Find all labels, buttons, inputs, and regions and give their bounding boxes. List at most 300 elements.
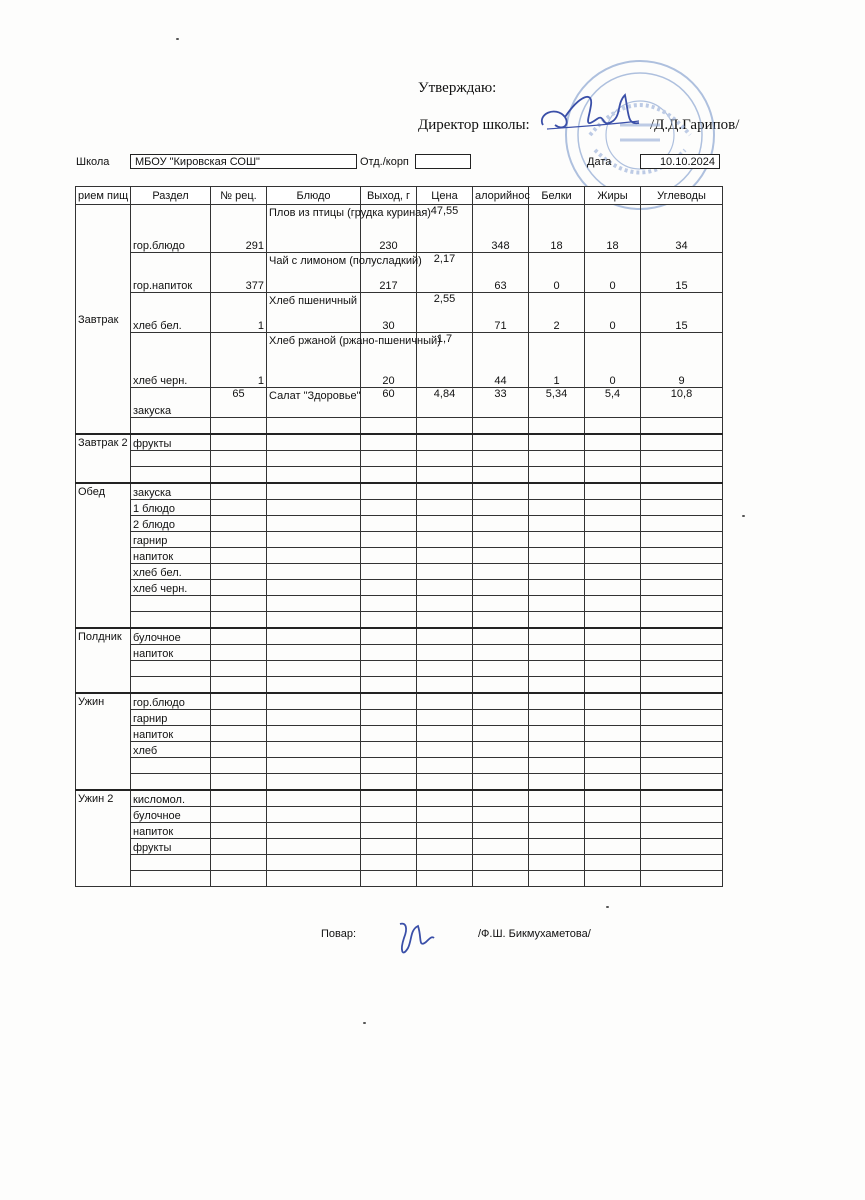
fat-cell: 0 <box>585 333 641 388</box>
empty-cell <box>529 645 585 661</box>
empty-cell <box>361 823 417 839</box>
meal-name: Полдник <box>76 628 131 693</box>
col-header-output: Выход, г <box>361 187 417 205</box>
empty-cell <box>211 500 267 516</box>
empty-cell <box>641 661 723 677</box>
price-cell: 2,55 <box>417 293 473 333</box>
col-header-fat: Жиры <box>585 187 641 205</box>
table-row <box>76 855 723 871</box>
empty-cell <box>585 774 641 791</box>
empty-cell <box>529 516 585 532</box>
empty-cell <box>361 774 417 791</box>
empty-cell <box>361 693 417 710</box>
empty-cell <box>361 645 417 661</box>
cook-signature <box>392 918 437 960</box>
empty-cell <box>361 677 417 694</box>
empty-cell <box>641 483 723 500</box>
empty-cell <box>641 710 723 726</box>
date-label: Дата <box>587 156 612 168</box>
empty-cell <box>473 839 529 855</box>
meal-name: Ужин 2 <box>76 790 131 887</box>
empty-cell <box>529 483 585 500</box>
section-cell: 1 блюдо <box>131 500 211 516</box>
empty-cell <box>267 580 361 596</box>
empty-cell <box>211 871 267 887</box>
empty-cell <box>417 823 473 839</box>
table-row <box>76 451 723 467</box>
empty-cell <box>641 823 723 839</box>
empty-cell <box>529 612 585 629</box>
empty-cell <box>641 548 723 564</box>
empty-cell <box>585 661 641 677</box>
empty-cell <box>529 661 585 677</box>
empty-cell <box>641 871 723 887</box>
recipe-cell: 1 <box>211 333 267 388</box>
empty-cell <box>361 726 417 742</box>
empty-cell <box>529 839 585 855</box>
empty-cell <box>641 693 723 710</box>
empty-cell <box>267 500 361 516</box>
dish-cell: Чай с лимоном (полусладкий) <box>267 253 361 293</box>
empty-cell <box>267 434 361 451</box>
empty-cell <box>211 839 267 855</box>
section-cell: гарнир <box>131 532 211 548</box>
empty-cell <box>529 628 585 645</box>
kcal-cell: 71 <box>473 293 529 333</box>
empty-cell <box>585 564 641 580</box>
empty-cell <box>641 612 723 629</box>
empty-cell <box>361 532 417 548</box>
empty-cell <box>473 628 529 645</box>
empty-cell <box>267 710 361 726</box>
empty-cell <box>267 548 361 564</box>
empty-cell <box>473 418 529 435</box>
empty-cell <box>211 710 267 726</box>
empty-cell <box>529 823 585 839</box>
empty-cell <box>585 871 641 887</box>
scan-speck <box>606 906 609 908</box>
table-row <box>76 839 723 855</box>
empty-cell <box>641 758 723 774</box>
empty-cell <box>473 742 529 758</box>
empty-cell <box>211 580 267 596</box>
empty-cell <box>641 516 723 532</box>
empty-cell <box>267 693 361 710</box>
empty-cell <box>267 871 361 887</box>
section-cell <box>131 774 211 791</box>
table-row <box>76 205 723 253</box>
empty-cell <box>585 710 641 726</box>
empty-cell <box>361 710 417 726</box>
empty-cell <box>473 516 529 532</box>
empty-cell <box>417 790 473 807</box>
meal-name: Ужин <box>76 693 131 790</box>
empty-cell <box>417 871 473 887</box>
empty-cell <box>267 628 361 645</box>
empty-cell <box>211 774 267 791</box>
empty-cell <box>641 726 723 742</box>
fat-cell: 5,4 <box>585 388 641 418</box>
kcal-cell: 63 <box>473 253 529 293</box>
empty-cell <box>267 758 361 774</box>
table-row <box>76 418 723 435</box>
kcal-cell: 44 <box>473 333 529 388</box>
empty-cell <box>417 580 473 596</box>
empty-cell <box>641 855 723 871</box>
empty-cell <box>417 467 473 484</box>
empty-cell <box>585 839 641 855</box>
empty-cell <box>529 580 585 596</box>
table-row <box>76 500 723 516</box>
fat-cell: 18 <box>585 205 641 253</box>
empty-cell <box>361 451 417 467</box>
empty-cell <box>361 580 417 596</box>
empty-cell <box>473 564 529 580</box>
table-row <box>76 726 723 742</box>
empty-cell <box>211 726 267 742</box>
empty-cell <box>585 532 641 548</box>
empty-cell <box>641 790 723 807</box>
section-cell: хлеб черн. <box>131 333 211 388</box>
empty-cell <box>211 596 267 612</box>
protein-cell: 1 <box>529 333 585 388</box>
section-cell: фрукты <box>131 434 211 451</box>
empty-cell <box>529 677 585 694</box>
kcal-cell: 33 <box>473 388 529 418</box>
empty-cell <box>267 823 361 839</box>
protein-cell: 5,34 <box>529 388 585 418</box>
empty-cell <box>211 516 267 532</box>
section-cell: булочное <box>131 807 211 823</box>
empty-cell <box>473 807 529 823</box>
empty-cell <box>529 451 585 467</box>
carbs-cell: 9 <box>641 333 723 388</box>
kcal-cell: 348 <box>473 205 529 253</box>
output-cell: 60 <box>361 388 417 418</box>
carbs-cell: 15 <box>641 293 723 333</box>
dept-value <box>415 154 471 169</box>
empty-cell <box>267 807 361 823</box>
empty-cell <box>417 500 473 516</box>
empty-cell <box>211 790 267 807</box>
empty-cell <box>361 839 417 855</box>
section-cell: закуска <box>131 483 211 500</box>
empty-cell <box>529 742 585 758</box>
empty-cell <box>473 596 529 612</box>
empty-cell <box>211 661 267 677</box>
table-row <box>76 467 723 484</box>
section-cell: хлеб <box>131 742 211 758</box>
price-cell: 47,55 <box>417 205 473 253</box>
section-cell: гор.блюдо <box>131 693 211 710</box>
empty-cell <box>417 418 473 435</box>
empty-cell <box>417 516 473 532</box>
section-cell <box>131 855 211 871</box>
empty-cell <box>473 710 529 726</box>
carbs-cell: 10,8 <box>641 388 723 418</box>
section-cell <box>131 677 211 694</box>
empty-cell <box>529 807 585 823</box>
empty-cell <box>361 516 417 532</box>
empty-cell <box>267 483 361 500</box>
empty-cell <box>267 645 361 661</box>
empty-cell <box>585 645 641 661</box>
empty-cell <box>267 661 361 677</box>
empty-cell <box>361 596 417 612</box>
output-cell: 30 <box>361 293 417 333</box>
empty-cell <box>529 710 585 726</box>
empty-cell <box>529 548 585 564</box>
meal-name: Завтрак 2 <box>76 434 131 483</box>
section-cell: закуска <box>131 388 211 418</box>
empty-cell <box>585 790 641 807</box>
table-row <box>76 774 723 791</box>
empty-cell <box>473 500 529 516</box>
empty-cell <box>585 677 641 694</box>
section-cell <box>131 871 211 887</box>
empty-cell <box>641 564 723 580</box>
output-cell: 217 <box>361 253 417 293</box>
empty-cell <box>211 742 267 758</box>
empty-cell <box>585 451 641 467</box>
section-cell <box>131 467 211 484</box>
empty-cell <box>585 500 641 516</box>
empty-cell <box>361 661 417 677</box>
empty-cell <box>267 839 361 855</box>
table-row <box>76 710 723 726</box>
empty-cell <box>361 758 417 774</box>
empty-cell <box>211 548 267 564</box>
output-cell: 230 <box>361 205 417 253</box>
table-row <box>76 253 723 293</box>
empty-cell <box>267 532 361 548</box>
empty-cell <box>529 467 585 484</box>
section-cell: гор.напиток <box>131 253 211 293</box>
table-row <box>76 693 723 710</box>
director-label: Директор школы: <box>418 117 530 133</box>
empty-cell <box>211 693 267 710</box>
empty-cell <box>211 823 267 839</box>
section-cell: напиток <box>131 726 211 742</box>
empty-cell <box>641 742 723 758</box>
table-row <box>76 483 723 500</box>
empty-cell <box>417 612 473 629</box>
empty-cell <box>211 532 267 548</box>
carbs-cell: 15 <box>641 253 723 293</box>
empty-cell <box>417 596 473 612</box>
section-cell <box>131 661 211 677</box>
empty-cell <box>417 661 473 677</box>
empty-cell <box>417 774 473 791</box>
table-row <box>76 742 723 758</box>
empty-cell <box>417 434 473 451</box>
empty-cell <box>529 790 585 807</box>
empty-cell <box>585 855 641 871</box>
section-cell: хлеб бел. <box>131 293 211 333</box>
empty-cell <box>211 612 267 629</box>
section-cell <box>131 596 211 612</box>
empty-cell <box>473 548 529 564</box>
recipe-cell: 377 <box>211 253 267 293</box>
empty-cell <box>417 677 473 694</box>
empty-cell <box>361 628 417 645</box>
empty-cell <box>473 758 529 774</box>
empty-cell <box>473 434 529 451</box>
empty-cell <box>529 871 585 887</box>
empty-cell <box>641 628 723 645</box>
carbs-cell: 34 <box>641 205 723 253</box>
empty-cell <box>267 418 361 435</box>
col-header-carbs: Углеводы <box>641 187 723 205</box>
col-header-section: Раздел <box>131 187 211 205</box>
empty-cell <box>211 483 267 500</box>
section-cell: кисломол. <box>131 790 211 807</box>
empty-cell <box>417 807 473 823</box>
empty-cell <box>473 693 529 710</box>
table-row <box>76 293 723 333</box>
date-value: 10.10.2024 <box>640 154 720 169</box>
empty-cell <box>641 532 723 548</box>
empty-cell <box>417 483 473 500</box>
school-value: МБОУ "Кировская СОШ" <box>130 154 357 169</box>
empty-cell <box>211 855 267 871</box>
section-cell: хлеб черн. <box>131 580 211 596</box>
empty-cell <box>473 774 529 791</box>
empty-cell <box>361 418 417 435</box>
empty-cell <box>267 677 361 694</box>
dish-cell: Салат "Здоровье" <box>267 388 361 418</box>
empty-cell <box>417 451 473 467</box>
price-cell: 4,84 <box>417 388 473 418</box>
table-row <box>76 580 723 596</box>
empty-cell <box>529 758 585 774</box>
section-cell <box>131 451 211 467</box>
table-row <box>76 871 723 887</box>
empty-cell <box>361 855 417 871</box>
empty-cell <box>417 710 473 726</box>
meal-name: Обед <box>76 483 131 628</box>
section-cell: напиток <box>131 823 211 839</box>
empty-cell <box>529 855 585 871</box>
section-cell <box>131 612 211 629</box>
meal-name: Завтрак <box>76 205 131 435</box>
cook-label: Повар: <box>321 928 357 940</box>
dish-cell: Плов из птицы (грудка куриная) <box>267 205 361 253</box>
empty-cell <box>585 548 641 564</box>
empty-cell <box>267 742 361 758</box>
fat-cell: 0 <box>585 293 641 333</box>
empty-cell <box>267 790 361 807</box>
empty-cell <box>473 483 529 500</box>
empty-cell <box>641 774 723 791</box>
scan-speck <box>363 1022 366 1024</box>
empty-cell <box>529 693 585 710</box>
recipe-cell: 291 <box>211 205 267 253</box>
school-label: Школа <box>76 156 110 168</box>
empty-cell <box>417 855 473 871</box>
table-row <box>76 807 723 823</box>
empty-cell <box>585 580 641 596</box>
empty-cell <box>529 774 585 791</box>
empty-cell <box>417 839 473 855</box>
empty-cell <box>267 516 361 532</box>
table-row <box>76 628 723 645</box>
empty-cell <box>211 758 267 774</box>
empty-cell <box>473 451 529 467</box>
empty-cell <box>211 645 267 661</box>
empty-cell <box>641 418 723 435</box>
empty-cell <box>473 532 529 548</box>
empty-cell <box>361 790 417 807</box>
empty-cell <box>361 612 417 629</box>
director-name: /Д.Д.Гарипов/ <box>650 117 740 133</box>
empty-cell <box>473 790 529 807</box>
section-cell: гарнир <box>131 710 211 726</box>
empty-cell <box>641 596 723 612</box>
table-row <box>76 564 723 580</box>
empty-cell <box>529 500 585 516</box>
empty-cell <box>473 467 529 484</box>
empty-cell <box>473 612 529 629</box>
empty-cell <box>211 467 267 484</box>
dish-cell: Хлеб ржаной (ржано-пшеничный) <box>267 333 361 388</box>
empty-cell <box>473 726 529 742</box>
empty-cell <box>585 742 641 758</box>
empty-cell <box>585 418 641 435</box>
empty-cell <box>417 645 473 661</box>
section-cell: хлеб бел. <box>131 564 211 580</box>
empty-cell <box>361 742 417 758</box>
recipe-cell: 65 <box>211 388 267 418</box>
empty-cell <box>473 661 529 677</box>
empty-cell <box>529 434 585 451</box>
scan-speck <box>176 38 179 40</box>
empty-cell <box>641 467 723 484</box>
empty-cell <box>473 677 529 694</box>
empty-cell <box>211 807 267 823</box>
empty-cell <box>585 823 641 839</box>
dept-label: Отд./корп <box>360 156 409 168</box>
empty-cell <box>361 500 417 516</box>
empty-cell <box>131 418 211 435</box>
section-cell: фрукты <box>131 839 211 855</box>
empty-cell <box>417 742 473 758</box>
empty-cell <box>585 467 641 484</box>
empty-cell <box>267 726 361 742</box>
price-cell: 1,7 <box>417 333 473 388</box>
empty-cell <box>529 596 585 612</box>
col-header-dish: Блюдо <box>267 187 361 205</box>
empty-cell <box>529 564 585 580</box>
section-cell: напиток <box>131 548 211 564</box>
table-row <box>76 548 723 564</box>
col-header-protein: Белки <box>529 187 585 205</box>
empty-cell <box>361 467 417 484</box>
col-header-recipe: № рец. <box>211 187 267 205</box>
table-row <box>76 333 723 388</box>
protein-cell: 18 <box>529 205 585 253</box>
table-row <box>76 596 723 612</box>
empty-cell <box>641 451 723 467</box>
section-cell: гор.блюдо <box>131 205 211 253</box>
table-row <box>76 790 723 807</box>
empty-cell <box>529 532 585 548</box>
cook-name: /Ф.Ш. Бикмухаметова/ <box>478 928 591 940</box>
empty-cell <box>641 645 723 661</box>
empty-cell <box>267 564 361 580</box>
empty-cell <box>211 628 267 645</box>
empty-cell <box>473 823 529 839</box>
